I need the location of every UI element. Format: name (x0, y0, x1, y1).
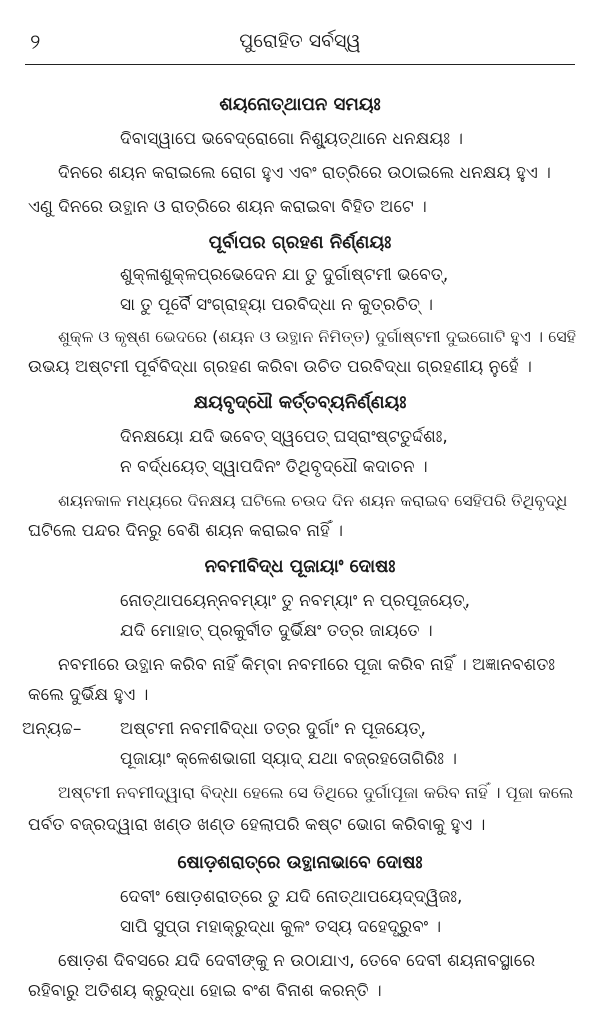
page-number: ୨ (30, 30, 41, 54)
verse-line: ଯଦି ମୋହାତ୍‌ ପ୍ରକୁର୍ବୀତ ଦୁର୍ଭିକ୍ଷଂ ତତ୍ର ଜାୟତେ । (120, 621, 433, 641)
verse-line: ଦେବୀଂ ଷୋଡ଼ଶରାତ୍ରେ ତୁ ଯଦି ନୋତ୍‌ଥାପୟେଦ୍‌ଦ୍ୱିଜଃ, (120, 887, 463, 907)
prose-line: ପର୍ବତ ବଜ୍ରଦ୍ୱାରା ଖଣ୍ଡ ଖଣ୍ଡ ହେଲାପରି କଷ୍ଟ ଭୋଗ କରିବାକୁ ହୁଏ । (28, 815, 486, 835)
prose-line: ଏଣୁ ଦିନରେ ଉତ୍ଥାନ ଓ ରାତ୍ରିରେ ଶୟନ କରାଇବା ବିହିତ ଅଟେ । (28, 197, 427, 217)
prose-line: ଘଟିଲେ ପନ୍ଦର ଦିନରୁ ବେଶି ଶୟନ କରାଇବ ନାହିଁ । (28, 521, 343, 541)
verse-line: ଅଷ୍ଟମୀ ନବମୀବିଦ୍ଧା ତତ୍ର ଦୁର୍ଗାଂ ନ ପୂଜୟେତ୍‌, (120, 719, 426, 739)
header-rule (25, 64, 575, 65)
page-header (0, 28, 600, 58)
verse-line: ନ ବର୍ଦ୍ଧୟେତ୍‌ ସ୍ୱାପଦିନଂ ତିଥିବୃଦ୍ଧୌ କଦାଚନ । (120, 457, 428, 477)
section-heading: ନବମୀବିଦ୍ଧ ପୂଜାୟାଂ ଦୋଷଃ (204, 556, 396, 577)
section-heading: ପୂର୍ବାପର ଗ୍ରହଣ ନିର୍ଣ୍ଣୟଃ (208, 232, 392, 253)
verse-line: ପୂଜାୟାଂ କ୍ଳେଶଭାଗୀ ସ୍ୟାଦ୍‌ ଯଥା ବଜ୍ରହତୋଗିରିଃ । (120, 749, 458, 769)
prose-line: କଲେ ଦୁର୍ଭିକ୍ଷ ହୁଏ । (28, 685, 149, 705)
verse-line: ନୋତ୍‌ଥାପୟେନ୍ନବମ୍ୟାଂ ତୁ ନବମ୍ୟାଂ ନ ପ୍ରପୂଜୟେତ୍‌, (120, 591, 471, 611)
verse-line: ଦିବାସ୍ୱାପେ ଭବେଦ୍ରୋଗୋ ନିଶ୍ୟୁତ୍‌ଥାନେ ଧନକ୍ଷୟଃ । (120, 129, 464, 149)
verse-line: ଦିନକ୍ଷୟୋ ଯଦି ଭବେତ୍‌ ସ୍ୱପେତ୍‌ ଘସ୍ରାଂଷ୍ଟତୁର୍ଦ୍ଦଶଃ, (120, 427, 448, 447)
prose-line: ଉଭୟ ଅଷ୍ଟମୀ ପୂର୍ବବିଦ୍ଧା ଗ୍ରହଣ କରିବା ଉଚିତ ପରବିଦ୍ଧା ଗ୍ରହଣୀୟ ନୁହେଁ । (28, 357, 532, 377)
prose-line: ଷୋଡ଼ଶ ଦିବସରେ ଯଦି ଦେବୀଙ୍କୁ ନ ଉଠାଯାଏ, ତେବେ ଦେବୀ ଶୟନାବସ୍ଥାରେ (58, 951, 536, 971)
verse-line: ଶୁକ୍ଳାଶୁକ୍ଳପ୍ରଭେଦେନ ଯା ତୁ ଦୁର୍ଗାଷ୍ଟମୀ ଭବେତ୍‌, (120, 265, 449, 285)
prose-line: ଶୁକ୍ଳ ଓ କୃଷ୍ଣ ଭେଦରେ (ଶୟନ ଓ ଉତ୍ଥାନ ନିମିତ୍ତ) ଦୁର୍ଗାଷ୍ଟମୀ ଦୁଇଗୋଟି ହୁଏ । ସେହି (58, 327, 576, 346)
prose-line: ରହିବାରୁ ଅତିଶୟ କ୍ରୁଦ୍ଧା ହୋଇ ବଂଶ ବିନାଶ କରନ୍ତି । (28, 981, 382, 1001)
verse-line: ସା ତୁ ପୂର୍ବୈ ସଂଗ୍ରାହ୍ୟା ପରବିଦ୍ଧା ନ କୁତ୍ରଚିତ୍‌ । (120, 295, 433, 315)
verse-line: ସାପି ସୁପ୍ତା ମହାକ୍ରୁଦ୍ଧା କୁଳଂ ତସ୍ୟ ଦହେଦ୍ଧ୍ରୁବଂ । (120, 917, 442, 937)
alt-label: ଅନ୍ୟଚ୍ଚ– (22, 719, 82, 739)
section-heading: ଷୋଡ଼ଶରାତ୍ରେ ଉତ୍ଥାନାଭାବେ ଦୋଷଃ (177, 852, 423, 873)
running-title: ପୁରୋହିତ ସର୍ବସ୍ୱ (239, 30, 361, 52)
section-heading: କ୍ଷୟବୃଦ୍ଧୌ କର୍ତ୍ତବ୍ୟନିର୍ଣ୍ଣୟଃ (193, 392, 407, 413)
prose-line: ନବମୀରେ ଉତ୍ଥାନ କରିବ ନାହିଁ କିମ୍ବା ନବମୀରେ ପୂଜା କରିବ ନାହିଁ । ଅଜ୍ଞାନବଶତଃ (58, 655, 556, 675)
prose-line: ଦିନରେ ଶୟନ କରାଇଲେ ରୋଗ ହୁଏ ଏବଂ ରାତ୍ରିରେ ଉଠାଇଲେ ଧନକ୍ଷୟ ହୁଏ । (58, 163, 551, 183)
prose-line: ଶୟନକାଳ ମଧ୍ୟରେ ଦିନକ୍ଷୟ ଘଟିଲେ ଚଉଦ ଦିନ ଶୟନ କରାଇବ ସେହିପରି ତିଥିବୃଦ୍ଧି (58, 491, 568, 510)
section-heading: ଶୟନୋତ୍‌ଥାପନ ସମୟଃ (219, 94, 381, 115)
prose-line: ଅଷ୍ଟମୀ ନବମୀଦ୍ୱାରା ବିଦ୍ଧା ହେଲେ ସେ ତିଥିରେ ଦୁର୍ଗାପୂଜା କରିବ ନାହିଁ । ପୂଜା କଲେ (58, 783, 574, 802)
